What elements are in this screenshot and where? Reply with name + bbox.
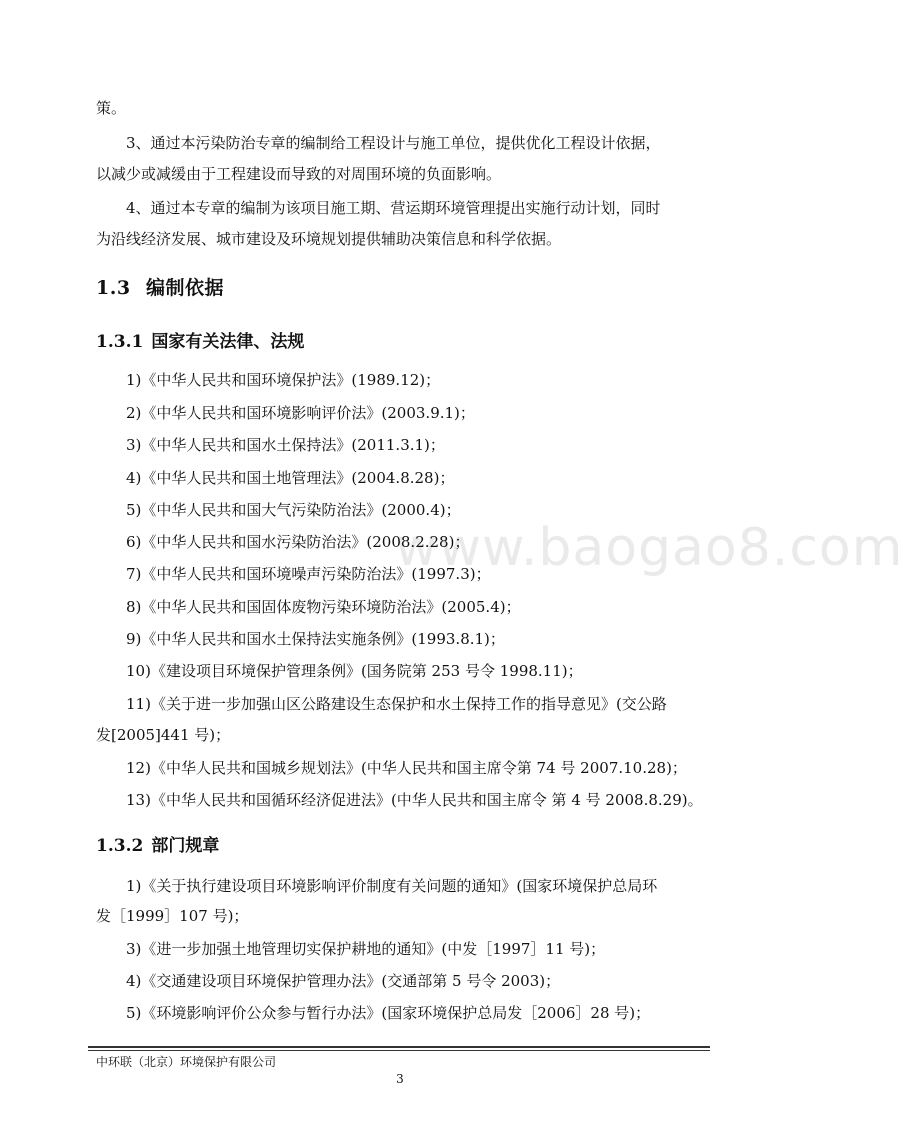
watermark: www.baogao8.com [395,518,903,578]
list-item: 4)《交通建设项目环境保护管理办法》(交通部第 5 号令 2003)； [126,972,561,990]
list-item-continuation: 发[2005]441 号)； [96,726,231,744]
section-title: 部门规章 [151,836,220,856]
list-item: 10)《建设项目环境保护管理条例》(国务院第 253 号令 1998.11)； [126,662,583,680]
paragraph-line: 策。 [96,99,127,117]
footer-divider [88,1046,710,1048]
footer-divider-thin [88,1050,710,1051]
section-number: 1.3.2 [96,836,144,856]
list-item: 5)《环境影响评价公众参与暂行办法》(国家环境保护总局发［2006］28 号)； [126,1004,651,1022]
list-item: 11)《关于进一步加强山区公路建设生态保护和水土保持工作的指导意见》(交公路 [126,695,667,713]
list-item: 9)《中华人民共和国水土保持法实施条例》(1993.8.1)； [126,630,505,648]
section-number: 1.3 [96,277,131,299]
list-item: 6)《中华人民共和国水污染防治法》(2008.2.28)； [126,533,470,551]
list-item: 8)《中华人民共和国固体废物污染环境防治法》(2005.4)； [126,598,521,616]
list-item: 4)《中华人民共和国土地管理法》(2004.8.28)； [126,469,455,487]
list-item: 3)《进一步加强土地管理切实保护耕地的通知》(中发［1997］11 号)； [126,940,606,958]
section-number: 1.3.1 [96,332,144,352]
page-number: 3 [396,1072,404,1086]
paragraph-line: 以减少或减缓由于工程建设而导致的对周围环境的负面影响。 [96,165,502,183]
list-item: 12)《中华人民共和国城乡规划法》(中华人民共和国主席令第 74 号 2007.10.28)； [126,759,687,777]
list-item: 7)《中华人民共和国环境噪声污染防治法》(1997.3)； [126,565,491,583]
list-item: 13)《中华人民共和国循环经济促进法》(中华人民共和国主席令 第 4 号 2008.8.29)。 [126,791,703,809]
list-item: 1)《关于执行建设项目环境影响评价制度有关问题的通知》(国家环境保护总局环 [126,877,658,895]
paragraph-line: 4、通过本专章的编制为该项目施工期、营运期环境管理提出实施行动计划，同时 [126,199,661,217]
section-heading-1-3 [96,273,224,300]
section-heading-1-3-1 [96,327,304,352]
list-item: 5)《中华人民共和国大气污染防治法》(2000.4)； [126,501,461,519]
section-title: 国家有关法律、法规 [151,332,305,352]
paragraph-line: 3、通过本污染防治专章的编制给工程设计与施工单位，提供优化工程设计依据， [126,134,661,152]
footer-company-name: 中环联（北京）环境保护有限公司 [96,1055,277,1069]
list-item: 1)《中华人民共和国环境保护法》(1989.12)； [126,371,441,389]
list-item: 2)《中华人民共和国环境影响评价法》(2003.9.1)； [126,404,475,422]
list-item-continuation: 发［1999］107 号)； [96,907,249,925]
list-item: 3)《中华人民共和国水土保持法》(2011.3.1)； [126,436,445,454]
section-heading-1-3-2 [96,831,219,856]
paragraph-line: 为沿线经济发展、城市建设及环境规划提供辅助决策信息和科学依据。 [96,230,562,248]
section-title: 编制依据 [146,277,225,299]
